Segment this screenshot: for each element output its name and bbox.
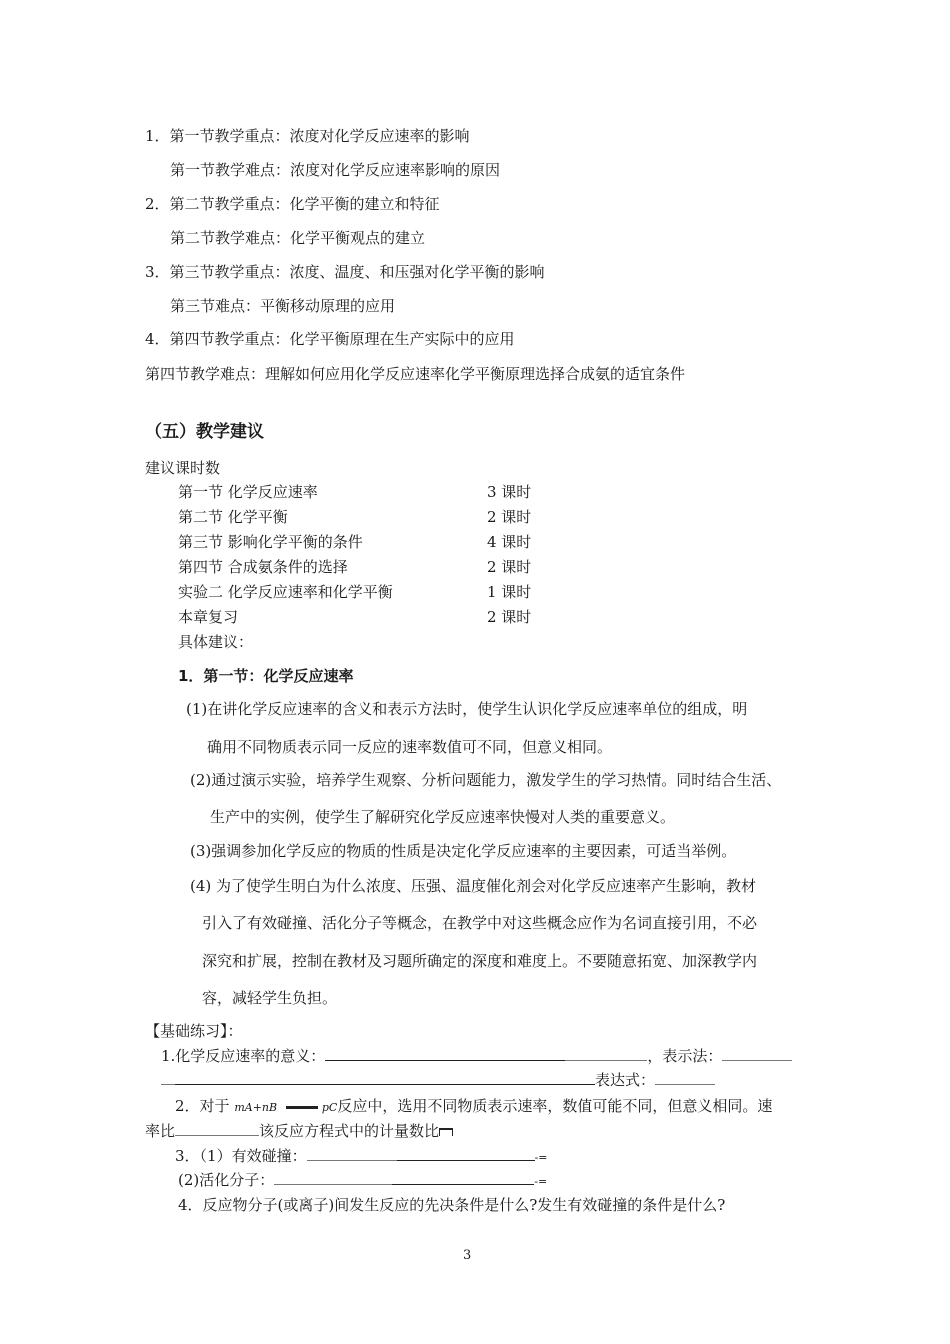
answer-blank[interactable] <box>655 1070 715 1085</box>
question-3 <box>175 1146 548 1168</box>
key-point: 第四节教学难点：理解如何应用化学反应速率化学平衡原理选择合成氨的适宜条件 <box>145 365 686 383</box>
q2-text: 2．对于 <box>175 1097 230 1115</box>
schedule-hours: 3 课时 <box>487 483 532 501</box>
hours-title: 建议课时数 <box>145 459 221 477</box>
answer-blank[interactable] <box>161 1070 175 1085</box>
advice-line: 确用不同物质表示同一反应的速率数值可不同，但意义相同。 <box>207 738 613 756</box>
key-point: 第一节教学难点：浓度对化学反应速率影响的原因 <box>170 161 501 179</box>
answer-blank[interactable] <box>175 1121 259 1136</box>
question-1 <box>161 1046 792 1066</box>
q2-text: 反应中，选用不同物质表示速率，数值可能不同，但意义相同。速 <box>337 1097 773 1115</box>
answer-blank[interactable] <box>325 1046 565 1061</box>
schedule-name: 第一节 化学反应速率 <box>178 483 318 501</box>
advice-line: (3)强调参加化学反应的物质的性质是决定化学反应速率的主要因素，可适当举例。 <box>190 842 737 860</box>
answer-blank[interactable] <box>175 1070 595 1085</box>
q3-text: (2)活化分子： <box>178 1171 275 1189</box>
q3-mark: -= <box>534 1175 548 1188</box>
schedule-name: 实验二 化学反应速率和化学平衡 <box>178 583 393 601</box>
subsection-title: 1．第一节：化学反应速率 <box>178 667 354 685</box>
section-title: （五）教学建议 <box>145 422 264 442</box>
formula-product: pC <box>321 1101 338 1114</box>
advice-line: 容，减轻学生负担。 <box>202 989 338 1007</box>
answer-blank[interactable] <box>392 1170 534 1185</box>
formula-reactants: mA+nB <box>234 1101 278 1114</box>
q1-text: 1.化学反应速率的意义： <box>161 1047 326 1065</box>
key-point: 4．第四节教学重点：化学平衡原理在生产实际中的应用 <box>145 330 515 348</box>
question-1-cont <box>161 1070 715 1090</box>
question-3-cont <box>178 1170 547 1192</box>
answer-blank[interactable] <box>274 1170 392 1185</box>
answer-blank[interactable] <box>307 1146 397 1161</box>
bracket-icon <box>439 1128 453 1136</box>
schedule-hours: 2 课时 <box>487 508 532 526</box>
key-point: 第二节教学难点：化学平衡观点的建立 <box>170 229 426 247</box>
q3-text: 3．（1）有效碰撞： <box>175 1147 307 1165</box>
q2-text: 该反应方程式中的计量数比 <box>259 1122 440 1140</box>
key-point: 第三节难点：平衡移动原理的应用 <box>170 297 396 315</box>
advice-line: 引入了有效碰撞、活化分子等概念，在教学中对这些概念应作为名词直接引用，不必 <box>202 914 758 932</box>
advice-line: (2)通过演示实验，培养学生观察、分析问题能力，激发学生的学习热情。同时结合生活、 <box>190 771 782 789</box>
question-4: 4．反应物分子(或离子)间发生反应的先决条件是什么?发生有效碰撞的条件是什么? <box>178 1196 726 1214</box>
schedule-name: 第四节 合成氨条件的选择 <box>178 558 348 576</box>
answer-blank[interactable] <box>565 1046 647 1061</box>
schedule-hours: 1 课时 <box>487 583 532 601</box>
answer-blank[interactable] <box>397 1146 535 1161</box>
q1-text: ，表示法： <box>647 1047 723 1065</box>
question-2-cont <box>145 1121 453 1141</box>
schedule-hours: 2 课时 <box>487 608 532 626</box>
q2-text: 率比 <box>145 1122 176 1140</box>
specific-label: 具体建议： <box>178 633 254 651</box>
reaction-arrow-icon <box>286 1106 318 1109</box>
schedule-hours: 2 课时 <box>487 558 532 576</box>
q1-text: 表达式： <box>595 1071 656 1089</box>
key-point: 3．第三节教学重点：浓度、温度、和压强对化学平衡的影响 <box>145 263 545 281</box>
answer-blank[interactable] <box>722 1046 792 1061</box>
advice-line: 深究和扩展，控制在教材及习题所确定的深度和难度上。不要随意拓宽、加深教学内 <box>202 952 758 970</box>
key-point: 1．第一节教学重点：浓度对化学反应速率的影响 <box>145 127 470 145</box>
schedule-name: 本章复习 <box>178 608 239 626</box>
q3-mark: -= <box>534 1151 548 1164</box>
page-number: 3 <box>463 1248 472 1263</box>
exercise-title: 【基础练习】： <box>145 1022 243 1040</box>
question-2 <box>175 1096 772 1118</box>
schedule-name: 第二节 化学平衡 <box>178 508 288 526</box>
advice-line: (4) 为了使学生明白为什么浓度、压强、温度催化剂会对化学反应速率产生影响，教材 <box>190 877 757 895</box>
schedule-hours: 4 课时 <box>487 533 532 551</box>
schedule-name: 第三节 影响化学平衡的条件 <box>178 533 363 551</box>
key-point: 2．第二节教学重点：化学平衡的建立和特征 <box>145 195 440 213</box>
advice-line: 生产中的实例，使学生了解研究化学反应速率快慢对人类的重要意义。 <box>210 808 676 826</box>
advice-line: (1)在讲化学反应速率的含义和表示方法时，使学生认识化学反应速率单位的组成，明 <box>186 700 748 718</box>
